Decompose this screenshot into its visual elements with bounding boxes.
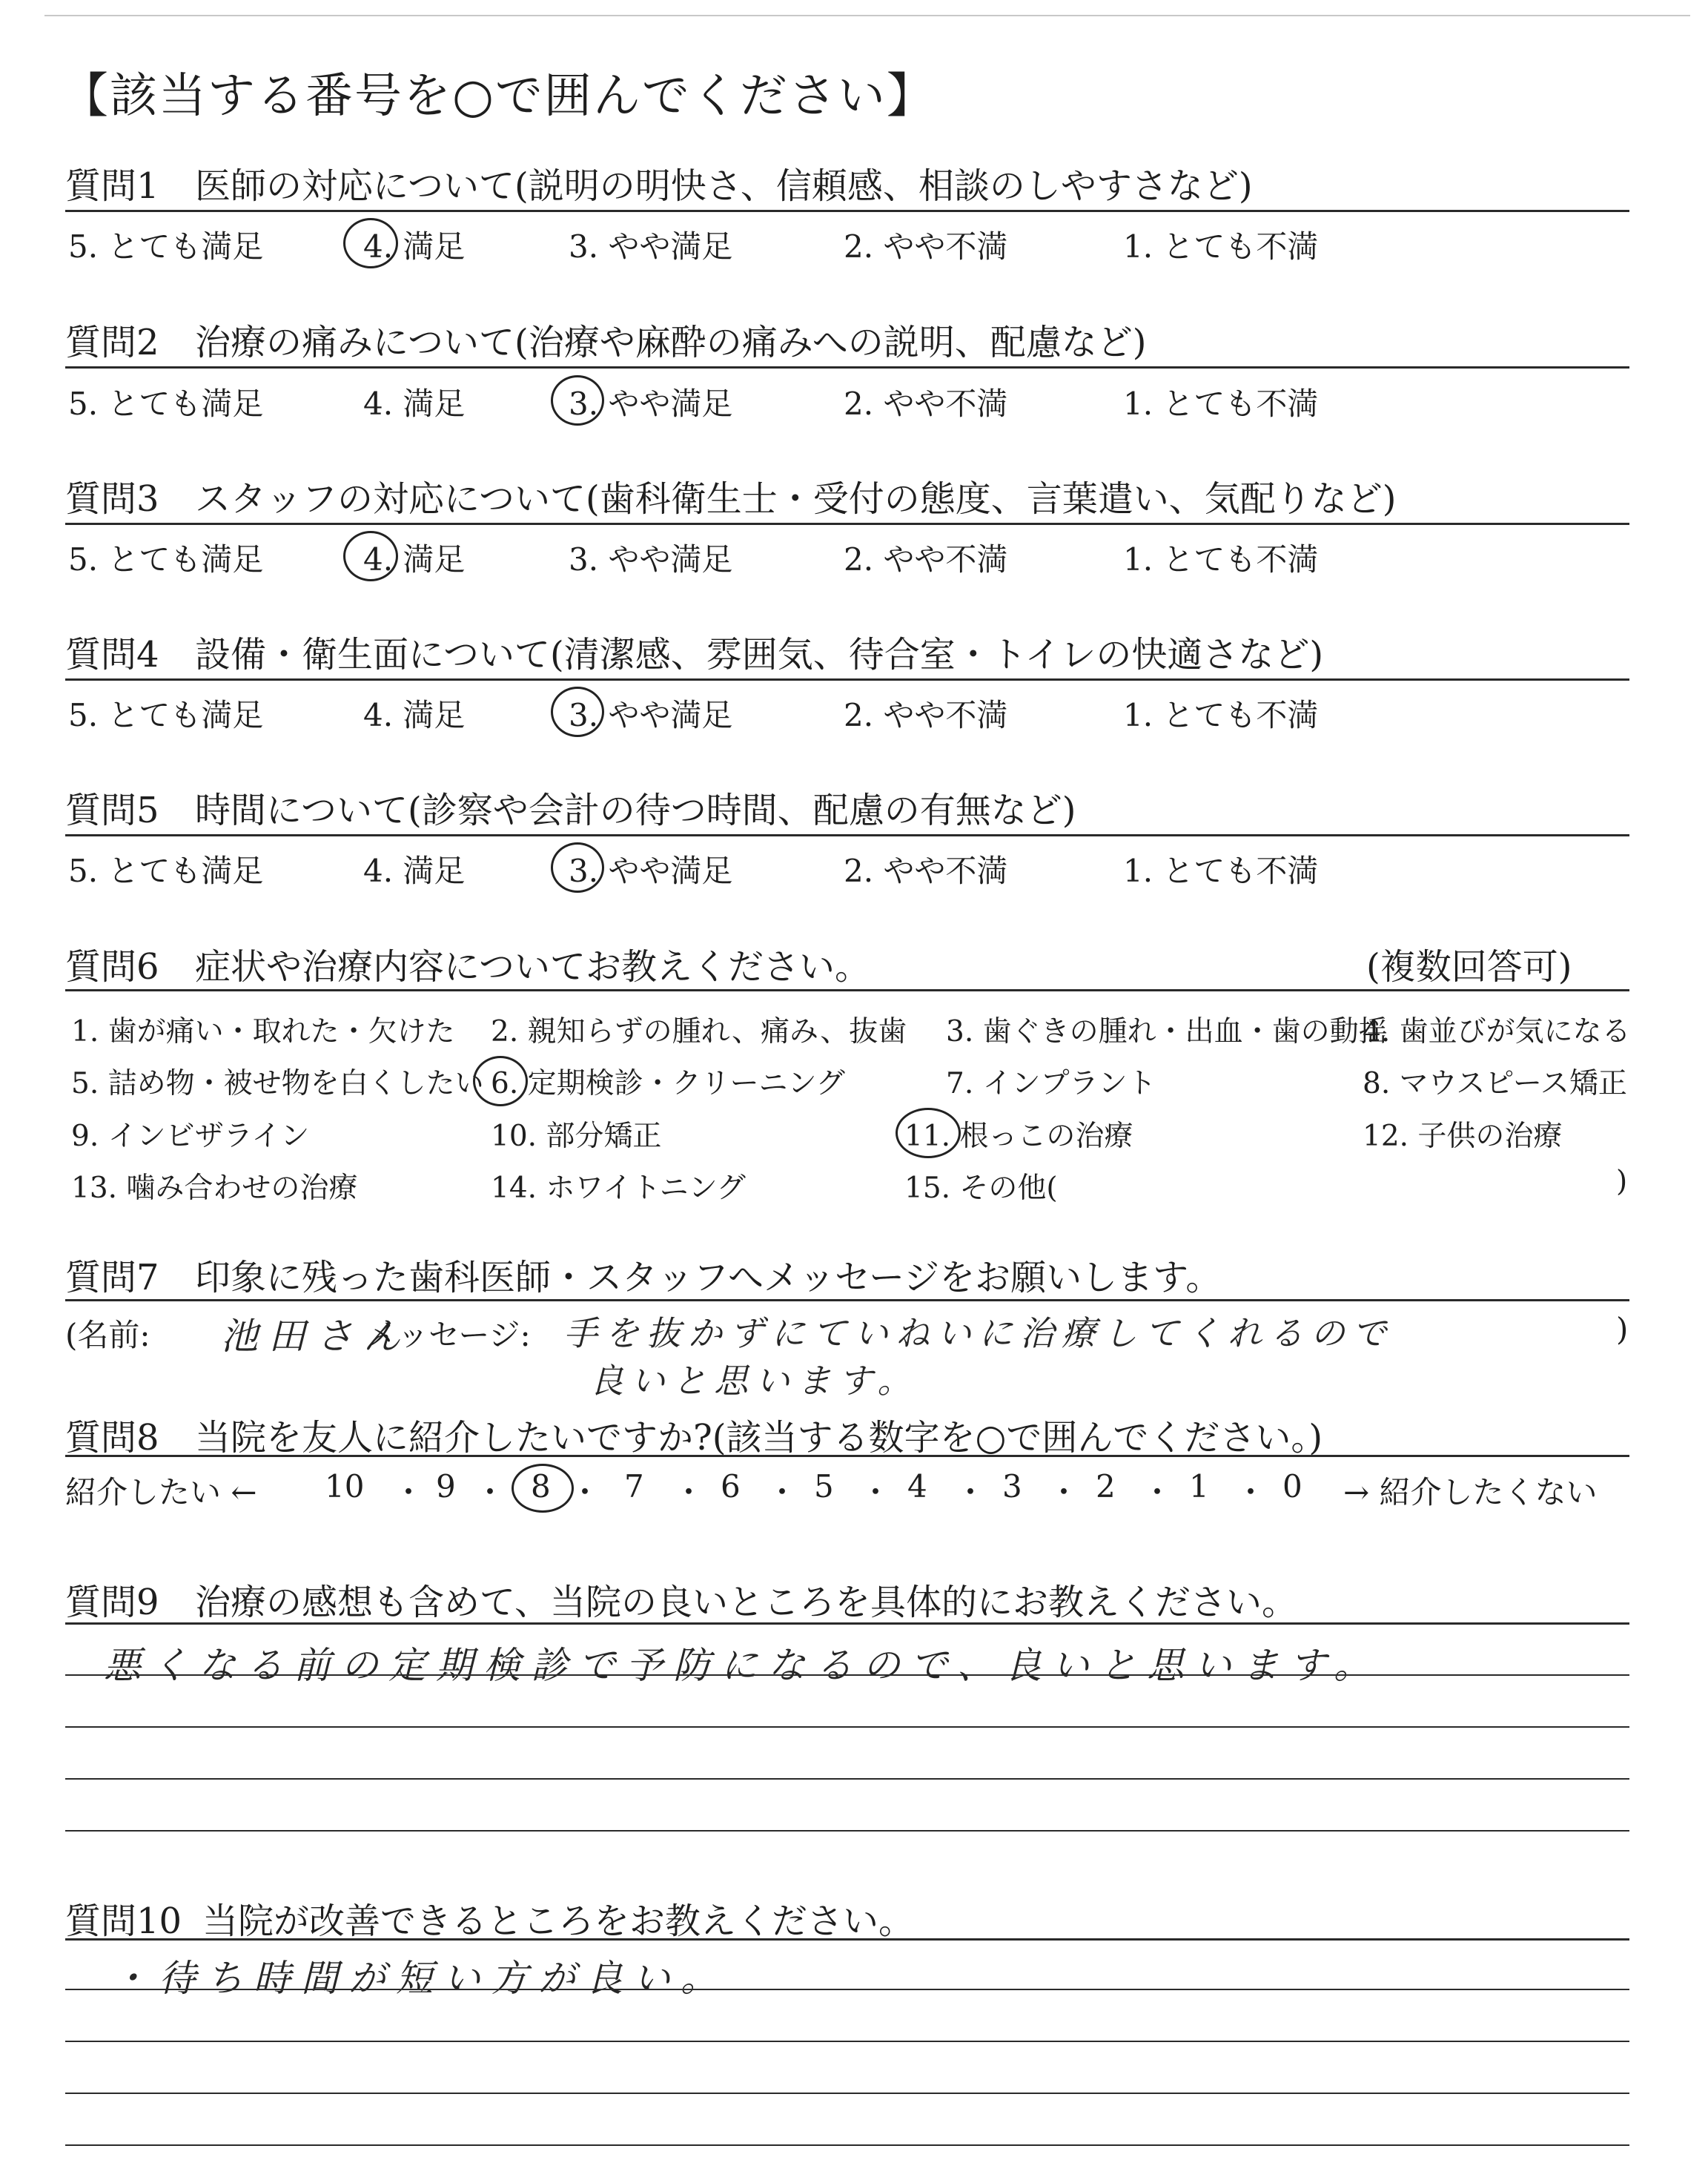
q6-option-10[interactable]: 10. 部分矯正 bbox=[491, 1120, 662, 1153]
message-label: メッセージ: bbox=[366, 1317, 531, 1353]
question-10-number: 質問10 bbox=[65, 1900, 182, 1942]
question-6-rule bbox=[65, 989, 1629, 991]
q3-option-1[interactable]: 1. とても不満 bbox=[1123, 541, 1319, 578]
question-7-text: 印象に残った歯科医師・スタッフへメッセージをお願いします。 bbox=[195, 1257, 1222, 1298]
q6-option-15-close: ) bbox=[1616, 1165, 1628, 1198]
q1-selected-circle bbox=[343, 218, 398, 268]
question-2-rule bbox=[65, 366, 1629, 369]
question-3-title bbox=[65, 470, 1397, 521]
question-10-title bbox=[65, 1892, 914, 1943]
scale-8-circle bbox=[512, 1464, 574, 1513]
question-8-text: 当院を友人に紹介したいですか?(該当する数字を○で囲んでください。) bbox=[195, 1417, 1323, 1459]
q3-option-4[interactable]: 4. 満足 bbox=[363, 541, 466, 578]
q5-option-1[interactable]: 1. とても不満 bbox=[1123, 853, 1319, 889]
q4-selected-circle bbox=[551, 687, 604, 737]
q6-option-8[interactable]: 8. マウスピース矯正 bbox=[1363, 1067, 1627, 1100]
question-1-number: 質問1 bbox=[65, 165, 159, 207]
question-7-title bbox=[65, 1249, 1221, 1300]
q6-option-1[interactable]: 1. 歯が痛い・取れた・欠けた bbox=[71, 1015, 455, 1048]
question-2-text: 治療の痛みについて(治療や麻酔の痛みへの説明、配慮など) bbox=[195, 322, 1147, 363]
question-2-number: 質問2 bbox=[65, 322, 159, 363]
question-3-rule bbox=[65, 523, 1629, 525]
q2-option-2[interactable]: 2. やや不満 bbox=[844, 386, 1008, 422]
q6-option-15[interactable]: 15. その他( bbox=[904, 1172, 1058, 1205]
message-line-2[interactable]: 良いと思います。 bbox=[589, 1361, 919, 1401]
question-8-title bbox=[65, 1409, 1323, 1460]
q6-option-12[interactable]: 12. 子供の治療 bbox=[1363, 1120, 1563, 1153]
scale-6[interactable]: 6 bbox=[721, 1468, 741, 1505]
q5-option-4[interactable]: 4. 満足 bbox=[363, 853, 466, 889]
question-1-title bbox=[65, 157, 1253, 208]
q3-option-5[interactable]: 5. とても満足 bbox=[68, 541, 264, 578]
answer-line bbox=[65, 1674, 1629, 1676]
q4-option-1[interactable]: 1. とても不満 bbox=[1123, 697, 1319, 733]
answer-line bbox=[65, 1778, 1629, 1780]
q6-option-7[interactable]: 7. インプラント bbox=[946, 1067, 1156, 1100]
q6-option-6-circle bbox=[473, 1056, 528, 1106]
question-4-text: 設備・衛生面について(清潔感、雰囲気、待合室・トイレの快適さなど) bbox=[195, 634, 1324, 676]
scale-8[interactable]: 8 bbox=[531, 1468, 551, 1505]
q1-option-1[interactable]: 1. とても不満 bbox=[1123, 228, 1319, 265]
scale-sep: ・ bbox=[1142, 1474, 1174, 1510]
q4-option-2[interactable]: 2. やや不満 bbox=[844, 697, 1008, 733]
q6-option-6[interactable]: 6. 定期検診・クリーニング bbox=[491, 1067, 845, 1100]
multiple-answers-note: (複数回答可) bbox=[1366, 946, 1572, 988]
question-5-title bbox=[65, 782, 1076, 833]
q6-option-14[interactable]: 14. ホワイトニング bbox=[491, 1172, 746, 1205]
answer-line bbox=[65, 1830, 1629, 1832]
q2-option-3[interactable]: 3. やや満足 bbox=[569, 386, 733, 422]
q3-option-2[interactable]: 2. やや不満 bbox=[844, 541, 1008, 578]
recommend-left-label: 紹介したい ← bbox=[65, 1474, 257, 1510]
question-8-number: 質問8 bbox=[65, 1417, 159, 1459]
question-8-rule bbox=[65, 1455, 1629, 1457]
scale-sep: ・ bbox=[1048, 1474, 1080, 1510]
scale-sep: ・ bbox=[393, 1474, 425, 1510]
question-9-answer[interactable]: 悪くなる前の定期検診で予防になるので、良いと思います。 bbox=[104, 1644, 1381, 1687]
q6-option-11[interactable]: 11. 根っこの治療 bbox=[904, 1120, 1133, 1153]
scale-sep: ・ bbox=[955, 1474, 987, 1510]
q2-option-4[interactable]: 4. 満足 bbox=[363, 386, 466, 422]
scale-10[interactable]: 10 bbox=[325, 1468, 365, 1505]
scale-sep: ・ bbox=[860, 1474, 892, 1510]
q2-selected-circle bbox=[551, 375, 604, 426]
question-2-title bbox=[65, 314, 1147, 365]
q1-option-3[interactable]: 3. やや満足 bbox=[569, 228, 733, 265]
q4-option-4[interactable]: 4. 満足 bbox=[363, 697, 466, 733]
answer-line bbox=[65, 2041, 1629, 2042]
scale-7[interactable]: 7 bbox=[624, 1468, 644, 1505]
q1-option-2[interactable]: 2. やや不満 bbox=[844, 228, 1008, 265]
scale-sep: ・ bbox=[474, 1474, 506, 1510]
scale-4[interactable]: 4 bbox=[907, 1468, 927, 1505]
question-9-number: 質問9 bbox=[65, 1582, 159, 1623]
question-4-number: 質問4 bbox=[65, 634, 159, 676]
scale-sep: ・ bbox=[767, 1474, 798, 1510]
question-1-rule bbox=[65, 210, 1629, 212]
q2-option-1[interactable]: 1. とても不満 bbox=[1123, 386, 1319, 422]
question-10-answer[interactable]: ・待ち時間が短い方が良い。 bbox=[111, 1957, 728, 2000]
question-9-title bbox=[65, 1573, 1297, 1625]
q5-option-3[interactable]: 3. やや満足 bbox=[569, 853, 733, 889]
q6-option-4[interactable]: 4. 歯並びが気になる bbox=[1363, 1015, 1631, 1048]
scale-3[interactable]: 3 bbox=[1002, 1468, 1022, 1505]
name-label: (名前: bbox=[65, 1317, 150, 1353]
question-5-rule bbox=[65, 834, 1629, 836]
q6-option-9[interactable]: 9. インビザライン bbox=[71, 1120, 310, 1153]
q6-option-5[interactable]: 5. 詰め物・被せ物を白くしたい bbox=[71, 1067, 484, 1100]
q5-option-2[interactable]: 2. やや不満 bbox=[844, 853, 1008, 889]
scale-9[interactable]: 9 bbox=[436, 1468, 456, 1505]
scale-sep: ・ bbox=[1235, 1474, 1267, 1510]
answer-line bbox=[65, 2093, 1629, 2094]
q4-option-5[interactable]: 5. とても満足 bbox=[68, 697, 264, 733]
question-1-text: 医師の対応について(説明の明快さ、信頼感、相談のしやすさなど) bbox=[195, 165, 1253, 207]
q6-option-13[interactable]: 13. 噛み合わせの治療 bbox=[71, 1172, 358, 1205]
scale-5[interactable]: 5 bbox=[814, 1468, 834, 1505]
q4-option-3[interactable]: 3. やや満足 bbox=[569, 697, 733, 733]
q5-selected-circle bbox=[551, 842, 604, 893]
scale-2[interactable]: 2 bbox=[1096, 1468, 1116, 1505]
question-6-text: 症状や治療内容についてお教えください。 bbox=[195, 946, 871, 988]
name-value[interactable]: 池田さん bbox=[221, 1315, 411, 1358]
recommend-right-label: → 紹介したくない bbox=[1343, 1474, 1598, 1510]
question-4-title bbox=[65, 626, 1323, 677]
question-6-number: 質問6 bbox=[65, 946, 159, 988]
question-10-rule bbox=[65, 1938, 1629, 1941]
scale-sep: ・ bbox=[569, 1474, 601, 1510]
question-10-text: 当院が改善できるところをお教えください。 bbox=[202, 1900, 915, 1942]
question-9-text: 治療の感想も含めて、当院の良いところを具体的にお教えください。 bbox=[195, 1582, 1298, 1623]
q3-selected-circle bbox=[343, 531, 398, 581]
message-close-paren: ) bbox=[1616, 1311, 1629, 1347]
q6-option-3[interactable]: 3. 歯ぐきの腫れ・出血・歯の動揺 bbox=[946, 1015, 1388, 1048]
scale-1[interactable]: 1 bbox=[1189, 1468, 1209, 1505]
q2-option-5[interactable]: 5. とても満足 bbox=[68, 386, 264, 422]
answer-line bbox=[65, 1726, 1629, 1728]
answer-line bbox=[65, 2144, 1629, 2146]
q3-option-3[interactable]: 3. やや満足 bbox=[569, 541, 733, 578]
q1-option-4[interactable]: 4. 満足 bbox=[363, 228, 466, 265]
scale-0[interactable]: 0 bbox=[1282, 1468, 1302, 1505]
answer-line bbox=[65, 1989, 1629, 1990]
page-title: 【該当する番号を○で囲んでください】 bbox=[61, 69, 936, 124]
q5-option-5[interactable]: 5. とても満足 bbox=[68, 853, 264, 889]
scale-sep: ・ bbox=[673, 1474, 705, 1510]
question-5-text: 時間について(診察や会計の待つ時間、配慮の有無など) bbox=[195, 790, 1076, 831]
question-7-rule bbox=[65, 1299, 1629, 1301]
question-3-text: スタッフの対応について(歯科衛生士・受付の態度、言葉遣い、気配りなど) bbox=[195, 478, 1397, 520]
q6-option-11-circle bbox=[896, 1108, 961, 1158]
question-5-number: 質問5 bbox=[65, 790, 159, 831]
q6-option-2[interactable]: 2. 親知らずの腫れ、痛み、抜歯 bbox=[491, 1015, 907, 1048]
question-6-title bbox=[65, 938, 870, 989]
question-9-rule bbox=[65, 1622, 1629, 1625]
q1-option-5[interactable]: 5. とても満足 bbox=[68, 228, 264, 265]
question-4-rule bbox=[65, 678, 1629, 681]
question-7-number: 質問7 bbox=[65, 1257, 159, 1298]
top-border bbox=[44, 15, 1690, 16]
question-3-number: 質問3 bbox=[65, 478, 159, 520]
message-line-1[interactable]: 手を抜かずにていねいに治療してくれるので bbox=[563, 1313, 1394, 1353]
